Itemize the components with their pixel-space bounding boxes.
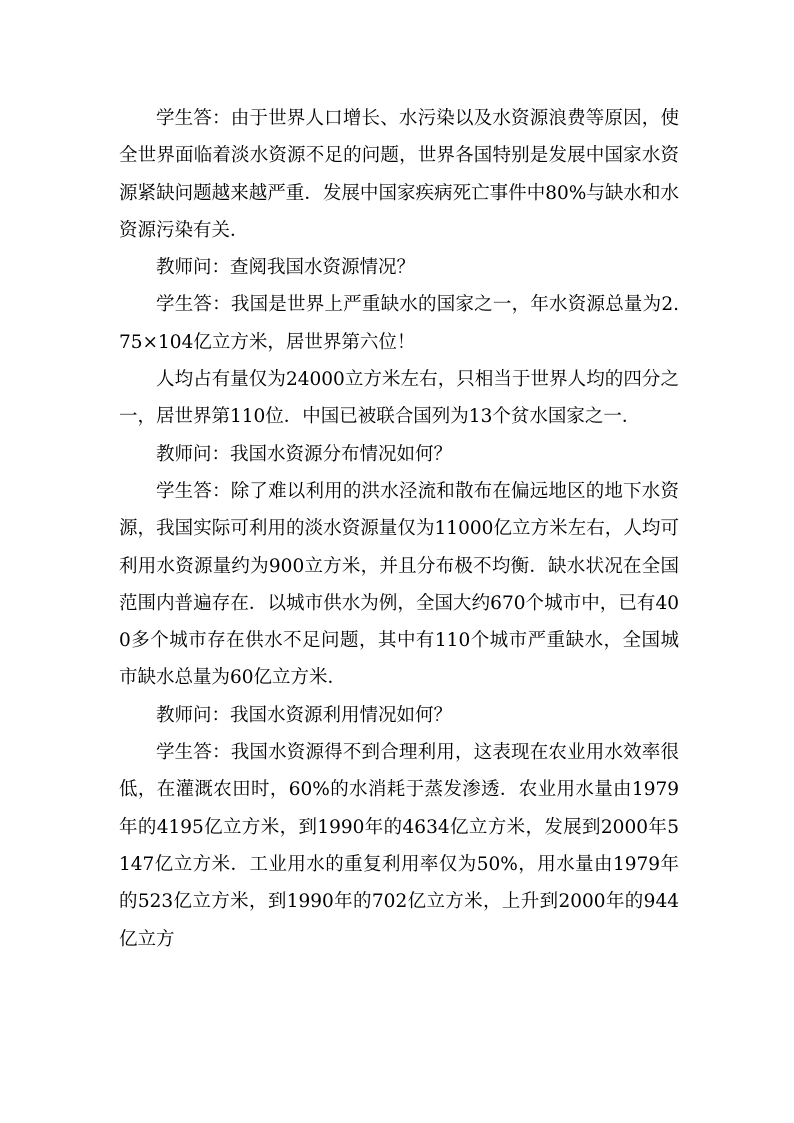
document-body bbox=[119, 100, 679, 958]
paragraph-teacher-question-2: 教师问：我国水资源分布情况如何？ bbox=[156, 443, 453, 465]
paragraph-student-answer-1: 学生答：由于世界人口增长、水污染以及水资源浪费等原因，使全世界面临着淡水资源不足的问题，世界各国特别是发展中国家水资源紧缺问题越来越严重．发展中国家疾病死亡事件中80%与缺水和水资源污染有关． bbox=[119, 108, 679, 241]
paragraph-per-capita: 人均占有量仅为24000立方米左右，只相当于世界人均的四分之一，居世界第110位．中国已被联合国列为13个贫水国家之一． bbox=[119, 369, 679, 428]
paragraph-student-answer-4: 学生答：我国水资源得不到合理利用，这表现在农业用水效率很低，在灌溉农田时，60%的水消耗于蒸发渗透．农业用水量由1979年的4195亿立方米，到1990年的4634亿立方米，发展到2000年5147亿立方米．工业用水的重复利用率仅为50%，用水量由1979年的523亿立方米，到1990年的702亿立方米，上升到2000年的944亿立方 bbox=[119, 742, 679, 950]
paragraph-teacher-question-1: 教师问：查阅我国水资源情况？ bbox=[156, 257, 416, 279]
paragraph-teacher-question-3: 教师问：我国水资源利用情况如何？ bbox=[156, 704, 453, 726]
paragraph-student-answer-2: 学生答：我国是世界上严重缺水的国家之一，年水资源总量为2.75×104亿立方米，居世界第六位！ bbox=[119, 294, 679, 353]
paragraph-student-answer-3: 学生答：除了难以利用的洪水泾流和散布在偏远地区的地下水资源，我国实际可利用的淡水资源量仅为11000亿立方米左右，人均可利用水资源量约为900立方米，并且分布极不均衡．缺水状况在全国范围内普遍存在．以城市供水为例，全国大约670个城市中，已有400多个城市存在供水不足问题，其中有110个城市严重缺水，全国城市缺水总量为60亿立方米． bbox=[119, 480, 679, 689]
